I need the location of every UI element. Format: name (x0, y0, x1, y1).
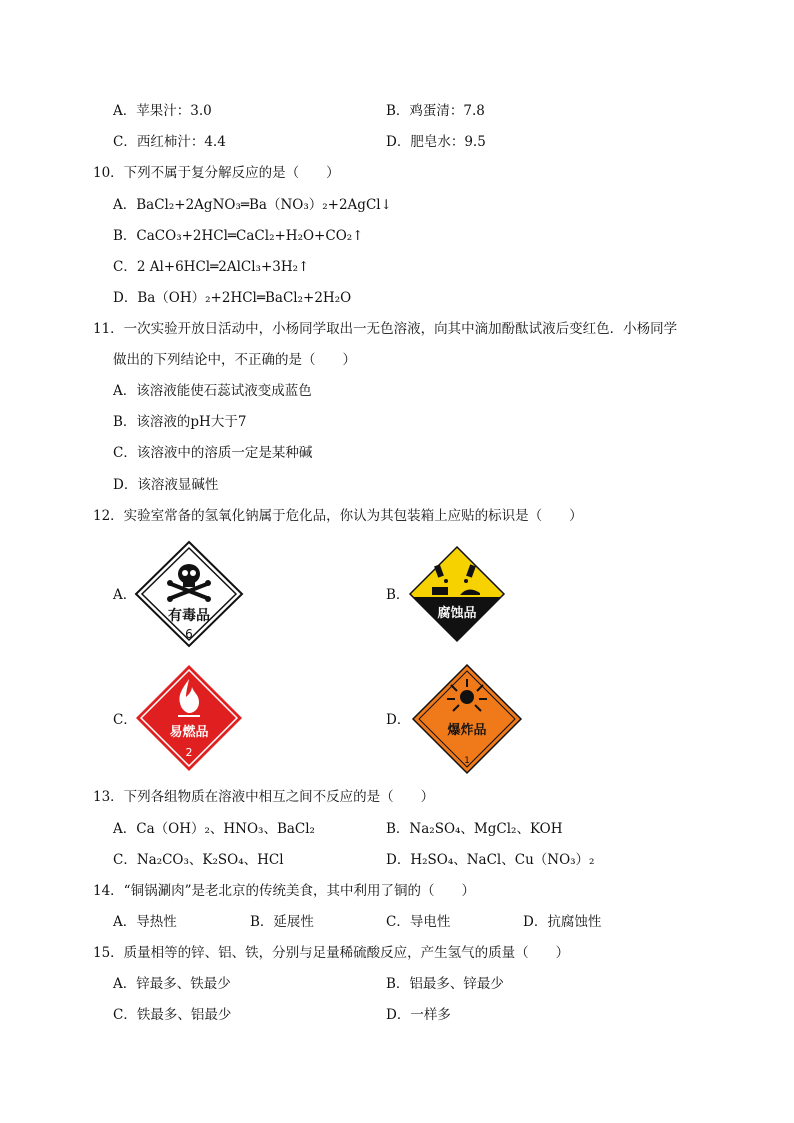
q9-option-d: D．肥皂水：9.5 (386, 134, 486, 150)
q14-stem: 14．“铜锅涮肉”是老北京的传统美食，其中利用了铜的（ ） (93, 883, 475, 899)
toxic-sign-text: 有毒品 (168, 608, 210, 624)
explosive-sign-text: 爆炸品 (447, 723, 487, 738)
q10-option-b: B．CaCO₃+2HCl═CaCl₂+H₂O+CO₂↑ (113, 228, 364, 244)
q9-option-a: A．苹果汁：3.0 (113, 103, 212, 119)
q14-option-c: C．导电性 (386, 914, 451, 930)
q10-stem: 10．下列不属于复分解反应的是（ ） (93, 165, 340, 181)
q15-option-a: A．锌最多、铁最少 (113, 976, 231, 992)
flammable-sign-icon (134, 663, 244, 773)
toxic-sign-icon (133, 540, 245, 648)
q11-option-d: D．该溶液显碱性 (113, 477, 219, 493)
q13-option-c: C．Na₂CO₃、K₂SO₄、HCl (113, 852, 284, 868)
q13-stem: 13．下列各组物质在溶液中相互之间不反应的是（ ） (93, 789, 435, 805)
q10-option-d: D．Ba（OH）₂+2HCl═BaCl₂+2H₂O (113, 290, 352, 306)
q14-option-b: B．延展性 (250, 914, 314, 930)
q11-option-a: A．该溶液能使石蕊试液变成蓝色 (113, 383, 312, 399)
q12-option-b-label: B． (386, 587, 410, 603)
corrosive-sign-icon (408, 545, 506, 643)
q12-option-c-label: C． (113, 712, 137, 728)
q13-option-b: B．Na₂SO₄、MgCl₂、KOH (386, 821, 563, 837)
explosive-sign-number: 1 (464, 756, 470, 766)
q13-option-a: A．Ca（OH）₂、HNO₃、BaCl₂ (113, 821, 315, 837)
q11-stem-line2: 做出的下列结论中，不正确的是（ ） (113, 352, 356, 368)
q12-option-d-label: D． (386, 712, 411, 728)
q15-option-d: D．一样多 (386, 1007, 451, 1023)
q11-stem-line1: 11．一次实验开放日活动中，小杨同学取出一无色溶液，向其中滴加酚酞试液后变红色．小杨同学 (93, 321, 678, 337)
q10-option-a: A．BaCl₂+2AgNO₃═Ba（NO₃）₂+2AgCl↓ (113, 197, 392, 213)
corrosive-sign-text: 腐蚀品 (437, 606, 477, 621)
explosive-sign-icon (411, 663, 523, 775)
toxic-sign-number: 6 (185, 627, 193, 641)
q9-option-c: C．西红柿汁：4.4 (113, 134, 226, 150)
flammable-sign-number: 2 (185, 746, 193, 759)
q11-option-b: B．该溶液的pH大于7 (113, 414, 247, 430)
q15-option-b: B．铝最多、锌最少 (386, 976, 504, 992)
q13-option-d: D．H₂SO₄、NaCl、Cu（NO₃）₂ (386, 852, 595, 868)
q10-option-c: C．2 Al+6HCl═2AlCl₃+3H₂↑ (113, 259, 310, 275)
q15-option-c: C．铁最多、铝最少 (113, 1007, 232, 1023)
q11-option-c: C．该溶液中的溶质一定是某种碱 (113, 445, 313, 461)
q9-option-b: B．鸡蛋清：7.8 (386, 103, 485, 119)
q14-option-d: D．抗腐蚀性 (523, 914, 602, 930)
q12-option-a-label: A． (113, 587, 137, 603)
q15-stem: 15．质量相等的锌、铝、铁，分别与足量稀硫酸反应，产生氢气的质量（ ） (93, 945, 570, 961)
q12-stem: 12．实验室常备的氢氧化钠属于危化品，你认为其包装箱上应贴的标识是（ ） (93, 508, 583, 524)
q14-option-a: A．导热性 (113, 914, 177, 930)
flammable-sign-text: 易燃品 (169, 725, 209, 740)
